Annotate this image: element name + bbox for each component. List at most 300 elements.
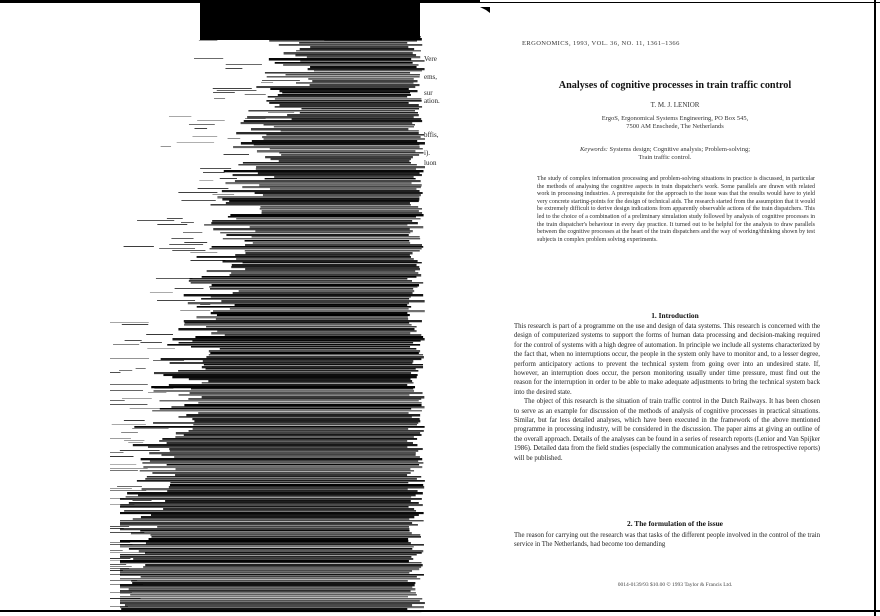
scan-streak <box>120 504 423 506</box>
scan-streak <box>212 246 424 248</box>
scan-streak <box>122 324 148 325</box>
scan-streak <box>241 122 413 124</box>
scan-streak <box>110 552 147 553</box>
scan-streak <box>145 478 417 480</box>
scan-streak <box>110 526 129 527</box>
scan-streak <box>120 606 424 608</box>
scan-streak <box>204 224 407 226</box>
scan-streak <box>192 340 420 342</box>
scan-streak <box>292 118 422 120</box>
scan-streak <box>235 254 410 256</box>
scan-streak <box>120 562 422 563</box>
scan-streak <box>189 378 411 380</box>
scan-streak <box>226 64 262 65</box>
scan-streak <box>312 80 417 82</box>
journal-header: ERGONOMICS, 1993, VOL. 36, NO. 11, 1361–1366 <box>522 40 680 47</box>
scan-streak <box>152 472 410 474</box>
scan-streak <box>110 592 132 593</box>
scan-streak <box>120 556 411 558</box>
scan-streak <box>261 82 273 83</box>
scan-streak <box>191 346 410 348</box>
scan-streak <box>254 144 420 145</box>
scan-streak <box>220 178 237 179</box>
scan-streak <box>199 180 213 181</box>
scan-streak <box>157 224 187 225</box>
scan-streak <box>194 58 223 59</box>
scan-streak <box>178 192 217 193</box>
scan-streak <box>156 278 193 279</box>
scan-streak <box>160 408 411 410</box>
scan-streak <box>203 172 225 173</box>
left-fragment: luon <box>424 159 437 167</box>
copyright-footer: 0014-0139/93 $10.00 © 1993 Taylor & Francis Ltd. <box>617 582 733 588</box>
scan-streak <box>177 142 214 143</box>
scan-streak <box>143 566 421 568</box>
scan-streak <box>113 344 139 345</box>
scan-streak <box>110 322 149 323</box>
scan-streak <box>271 158 411 160</box>
scan-streak <box>262 210 419 212</box>
scan-streak <box>120 600 420 602</box>
scan-streak <box>263 194 421 196</box>
scan-streak <box>184 242 207 243</box>
scan-streak <box>167 344 420 346</box>
scan-streak <box>110 606 128 607</box>
paragraph: The reason for carrying out the research was that tasks of the different people involved in the control of the train service in The Netherlands, had become too demanding <box>514 532 820 549</box>
article-title: Analyses of cognitive processes in train traffic control <box>558 80 792 91</box>
scan-streak <box>147 348 175 349</box>
scan-streak <box>159 440 407 442</box>
scan-streak <box>299 42 407 44</box>
scan-streak <box>286 74 420 75</box>
scan-streak <box>193 424 417 425</box>
scan-streak <box>110 542 130 543</box>
scan-streak <box>120 592 416 594</box>
scan-streak <box>235 180 421 182</box>
scan-streak <box>110 550 123 551</box>
scan-streak <box>120 540 408 542</box>
scan-streak <box>110 468 148 469</box>
scan-streak <box>124 420 145 421</box>
scan-streak <box>130 408 165 409</box>
scan-streak <box>270 88 409 90</box>
affiliation-line: 7500 AM Enschede, The Netherlands <box>626 123 724 130</box>
scan-streak <box>231 272 418 274</box>
scan-streak <box>181 200 215 201</box>
scan-streak <box>207 270 416 272</box>
scan-streak <box>172 376 416 378</box>
scan-streak <box>151 536 421 538</box>
scan-streak <box>167 442 413 444</box>
scan-streak <box>225 334 422 336</box>
scan-streak <box>140 530 409 532</box>
scan-streak <box>120 450 160 451</box>
scan-streak <box>141 458 423 460</box>
scan-streak <box>125 340 142 341</box>
scan-streak <box>110 528 124 529</box>
left-fragment: ems, <box>424 73 438 81</box>
scan-streak <box>184 434 422 436</box>
scan-streak <box>213 310 425 312</box>
scan-streak <box>214 98 225 99</box>
scan-streak <box>269 102 408 104</box>
scan-streak <box>268 96 407 98</box>
scan-streak <box>120 506 409 508</box>
scan-streak <box>134 426 424 428</box>
scan-streak <box>188 398 421 400</box>
scan-streak <box>178 370 418 372</box>
scan-streak <box>192 136 217 137</box>
scan-streak <box>167 464 419 466</box>
scan-streak <box>120 602 425 604</box>
scan-streak <box>132 428 168 429</box>
scan-streak <box>132 500 151 501</box>
scan-streak <box>230 308 409 310</box>
scan-streak <box>169 244 203 245</box>
scan-streak <box>225 182 411 184</box>
scan-streak <box>142 462 423 464</box>
scan-streak <box>110 532 144 533</box>
scan-streak <box>124 246 154 247</box>
scan-streak <box>120 598 422 600</box>
scan-streak <box>157 526 409 528</box>
scan-streak <box>210 248 422 249</box>
scan-streak <box>198 402 421 404</box>
scan-streak <box>110 488 132 489</box>
scan-streak <box>279 44 422 46</box>
scan-streak <box>265 178 416 179</box>
scan-streak <box>110 452 123 453</box>
scan-streak <box>268 112 294 113</box>
scan-streak <box>112 424 146 425</box>
scan-streak <box>209 354 423 356</box>
scan-streak <box>159 248 195 249</box>
scan-streak <box>266 134 424 136</box>
scan-streak <box>150 292 173 293</box>
scan-streak <box>210 288 413 290</box>
scan-streak <box>300 112 418 114</box>
scan-streak <box>252 236 420 238</box>
scan-border-bottom <box>0 610 880 612</box>
scan-streak <box>184 320 422 322</box>
scan-streak <box>217 90 257 91</box>
scan-streak <box>236 218 420 219</box>
scan-streak <box>167 490 417 492</box>
scan-border-right <box>874 0 876 616</box>
scan-streak <box>197 306 411 308</box>
scan-streak <box>120 596 408 597</box>
scan-streak <box>120 498 422 500</box>
scan-streak <box>281 130 419 132</box>
scan-streak <box>206 326 417 328</box>
scan-streak <box>225 68 242 69</box>
scan-streak <box>110 504 134 505</box>
scan-streak <box>242 186 421 188</box>
scan-streak <box>281 154 419 156</box>
scan-streak <box>150 534 420 536</box>
scan-streak <box>149 452 416 454</box>
scan-streak <box>223 238 420 239</box>
scan-streak <box>170 482 408 483</box>
scan-streak <box>256 86 415 88</box>
scan-streak <box>120 524 418 526</box>
scan-streak <box>202 276 417 278</box>
paragraph: The object of this research is the situation of train traffic control in the Dutch Railways. It has been chosen to serve as an example for discussion of the methods of analysis of cognitive processes in practical situations. Similar, but far less detailed analyses, which have been executed in the framework of the above mentioned programme in processing industry, will be considered in the discussion. The paper aims at giving an outline of the overall approach. Details of the analyses can be found in a series of research reports (Lenior and Van Spijker 1986). Detailed data from the field studies (especially the communication analyses and the retrospective reports) will be published. <box>514 398 820 462</box>
scan-streak <box>238 164 416 165</box>
scan-streak <box>126 496 412 498</box>
section-introduction-body <box>514 322 820 463</box>
scan-streak <box>110 574 121 575</box>
scan-streak <box>279 160 410 162</box>
scan-streak <box>143 466 422 468</box>
section-formulation-body <box>514 531 820 550</box>
scan-streak <box>146 334 173 335</box>
scan-streak <box>120 512 424 514</box>
scan-streak <box>110 498 124 499</box>
scan-streak <box>262 80 300 81</box>
section-heading-introduction: 1. Introduction <box>651 311 699 320</box>
scan-streak <box>301 108 419 109</box>
scan-streak <box>110 358 149 359</box>
scan-streak <box>189 430 424 432</box>
scan-streak <box>210 352 419 354</box>
scan-streak <box>120 568 419 570</box>
scan-streak <box>153 422 418 424</box>
scan-streak <box>296 82 414 84</box>
scan-streak <box>287 114 419 116</box>
paragraph: This research is part of a programme on the use and design of data systems. This research is concerned with the design of computerized systems to support the forms of human data processing and decision-making required for the control of systems with a high degree of automation. In principle we include all systems characterized by the fact that, when no interruptions occur, the people in the system only have to monitor and, to a lesser degree, perform anticipatory actions to prevent the technical system from going over into an undesired state. If, however, an interruption does occur, the person monitoring usually under time pressure, must find out the reason for the interruption in order to be able to make adequate adjustments to bring the technical system back into the desired state. <box>514 323 820 396</box>
scan-streak <box>217 330 416 332</box>
scan-streak <box>110 564 126 565</box>
scan-streak <box>120 528 409 530</box>
scan-streak <box>282 92 410 93</box>
scan-streak <box>233 174 422 176</box>
scan-streak <box>110 470 138 471</box>
scan-streak <box>172 250 205 251</box>
scan-streak <box>278 94 411 96</box>
scan-streak <box>140 470 414 472</box>
scan-streak <box>184 324 412 326</box>
scan-streak <box>139 550 423 552</box>
scan-streak <box>137 480 425 482</box>
scan-streak <box>141 516 414 518</box>
scan-streak <box>169 116 191 117</box>
scan-streak <box>110 372 120 373</box>
scan-streak <box>255 230 413 232</box>
scan-streak <box>110 456 133 457</box>
left-fragment: bffis, <box>424 131 439 139</box>
scan-streak <box>300 60 424 62</box>
scan-streak <box>110 584 143 585</box>
scan-streak <box>190 252 217 253</box>
scan-streak <box>117 486 142 487</box>
scan-streak <box>211 204 411 206</box>
scan-streak <box>176 468 411 470</box>
scan-streak <box>229 200 419 202</box>
scan-streak <box>133 558 413 560</box>
scan-streak <box>191 388 413 390</box>
scan-streak <box>110 400 125 401</box>
scan-streak <box>245 244 422 246</box>
scan-streak <box>200 168 231 169</box>
scan-streak <box>161 358 422 360</box>
scan-streak <box>110 384 148 385</box>
scan-streak <box>170 450 418 452</box>
keywords-text: Train traffic control. <box>638 154 692 161</box>
scan-streak <box>138 494 416 496</box>
scan-streak <box>154 388 173 389</box>
scan-streak <box>279 90 417 92</box>
scan-streak <box>243 162 411 164</box>
scan-streak <box>131 580 408 582</box>
scan-streak <box>260 206 418 208</box>
scan-streak <box>152 410 422 411</box>
scan-streak <box>110 570 123 571</box>
scan-streak <box>308 68 425 70</box>
scan-streak <box>255 192 423 194</box>
scan-streak <box>120 574 424 576</box>
scan-streak <box>148 392 166 393</box>
scan-streak <box>262 212 423 214</box>
scan-streak <box>167 218 183 219</box>
scan-streak <box>183 232 202 233</box>
scan-streak <box>274 126 414 128</box>
scan-streak <box>189 280 412 282</box>
scan-streak <box>188 302 409 304</box>
scan-streak <box>209 286 417 288</box>
scan-streak <box>171 238 193 239</box>
keywords <box>560 146 770 162</box>
scan-streak <box>256 168 416 170</box>
scan-streak <box>159 400 418 401</box>
scan-streak <box>136 368 146 369</box>
section-heading-formulation: 2. The formulation of the issue <box>627 519 723 528</box>
scan-streak <box>226 202 410 204</box>
scan-streak <box>185 322 410 324</box>
scan-streak <box>162 438 417 440</box>
scan-streak <box>307 56 420 58</box>
scan-streak <box>233 146 420 148</box>
scan-streak <box>110 438 131 439</box>
scan-streak <box>120 572 409 574</box>
scan-streak <box>197 120 225 121</box>
scan-streak <box>212 220 412 222</box>
scan-streak <box>228 216 416 218</box>
scan-streak <box>245 268 420 270</box>
scan-streak <box>220 348 417 350</box>
page-corner-mark-icon <box>480 6 492 14</box>
scan-streak <box>133 518 410 520</box>
scan-streak <box>270 148 423 149</box>
left-fragment: Vere <box>424 55 437 63</box>
scan-streak <box>120 586 412 588</box>
scan-streak <box>110 490 146 491</box>
scan-streak <box>169 448 423 450</box>
scan-streak <box>198 412 408 414</box>
scan-streak <box>153 360 184 361</box>
scan-streak <box>275 106 422 108</box>
scan-streak <box>132 582 415 584</box>
scan-streak <box>140 342 162 343</box>
scan-streak <box>264 124 415 126</box>
left-fragment: ation. <box>424 97 440 105</box>
scan-streak <box>110 560 134 561</box>
scan-streak <box>282 34 420 36</box>
abstract: The study of complex information processing and problem-solving situations in practice is discussed, in particular the methods of analysing the cognitive aspects in train dispatcher's work. Some parallels are drawn with related work in processing industries. A prerequisite for the approach to the issue was that the results would have to yield very concrete starting-points for the design of technical aids. The research started from the assumption that it would be extremely difficult to derive design indications from apparently observable actions of the train dispatchers. This led to the choice of a combination of a preliminary simulation study followed by analysis of cognitive processes in the train dispatcher's behaviour in every day practice. It turned out to be helpful for the analysis to draw parallels between the cognitive processes at the heart of the train dispatchers and the way of working/thinking shown by test subjects in complex problem solving experiments. <box>537 176 815 243</box>
scan-streak <box>170 484 423 486</box>
scan-streak <box>120 544 424 546</box>
scan-streak <box>265 72 410 74</box>
scan-streak <box>191 282 424 284</box>
scan-streak <box>201 298 409 300</box>
scan-streak <box>154 372 411 374</box>
scan-streak <box>130 594 417 596</box>
scan-streak <box>314 70 422 71</box>
scan-streak <box>231 266 419 268</box>
scan-streak <box>245 250 420 252</box>
scan-streak <box>154 390 415 392</box>
scan-streak <box>163 508 414 510</box>
scan-streak <box>110 566 132 567</box>
scan-streak <box>206 368 416 370</box>
scan-border-top <box>0 2 880 3</box>
article-author: T. M. J. LENIOR <box>650 101 700 109</box>
scan-streak <box>296 50 421 52</box>
scan-streak <box>195 128 208 129</box>
scan-streak <box>151 514 419 516</box>
scan-streak <box>190 260 225 261</box>
scan-streak <box>110 580 137 581</box>
scan-streak <box>200 304 210 305</box>
scan-streak <box>161 454 415 456</box>
scan-streak <box>189 124 215 125</box>
scan-streak <box>151 386 415 388</box>
scan-streak <box>226 234 408 236</box>
scan-streak <box>308 78 414 80</box>
scan-streak <box>170 362 413 364</box>
scan-streak <box>161 146 171 147</box>
scan-streak <box>193 428 409 430</box>
scan-streak <box>266 100 421 102</box>
scan-streak <box>169 384 407 386</box>
scan-streak <box>178 416 411 418</box>
scan-streak <box>233 292 413 294</box>
scan-streak <box>204 364 423 365</box>
scan-streak <box>300 48 414 50</box>
scan-streak <box>222 190 420 192</box>
scan-streak <box>141 576 417 578</box>
scan-streak <box>120 578 420 579</box>
scan-streak <box>288 36 421 38</box>
scan-streak <box>199 40 217 41</box>
scan-streak <box>179 342 414 344</box>
keywords-text: Systems design; Cognitive analysis; Problem-solving; <box>609 146 751 153</box>
scan-streak <box>265 156 413 158</box>
scan-streak <box>147 476 421 478</box>
scan-streak <box>228 138 241 139</box>
scan-streak <box>202 382 414 384</box>
left-fragment: i). <box>424 149 431 157</box>
scan-streak <box>197 256 411 258</box>
scan-streak <box>217 314 410 316</box>
scan-streak <box>239 290 415 292</box>
scan-streak <box>165 500 411 502</box>
scan-streak <box>129 548 412 550</box>
scan-streak <box>269 40 417 42</box>
scan-streak <box>150 460 418 462</box>
scan-streak <box>260 208 422 210</box>
scan-streak <box>245 94 266 95</box>
